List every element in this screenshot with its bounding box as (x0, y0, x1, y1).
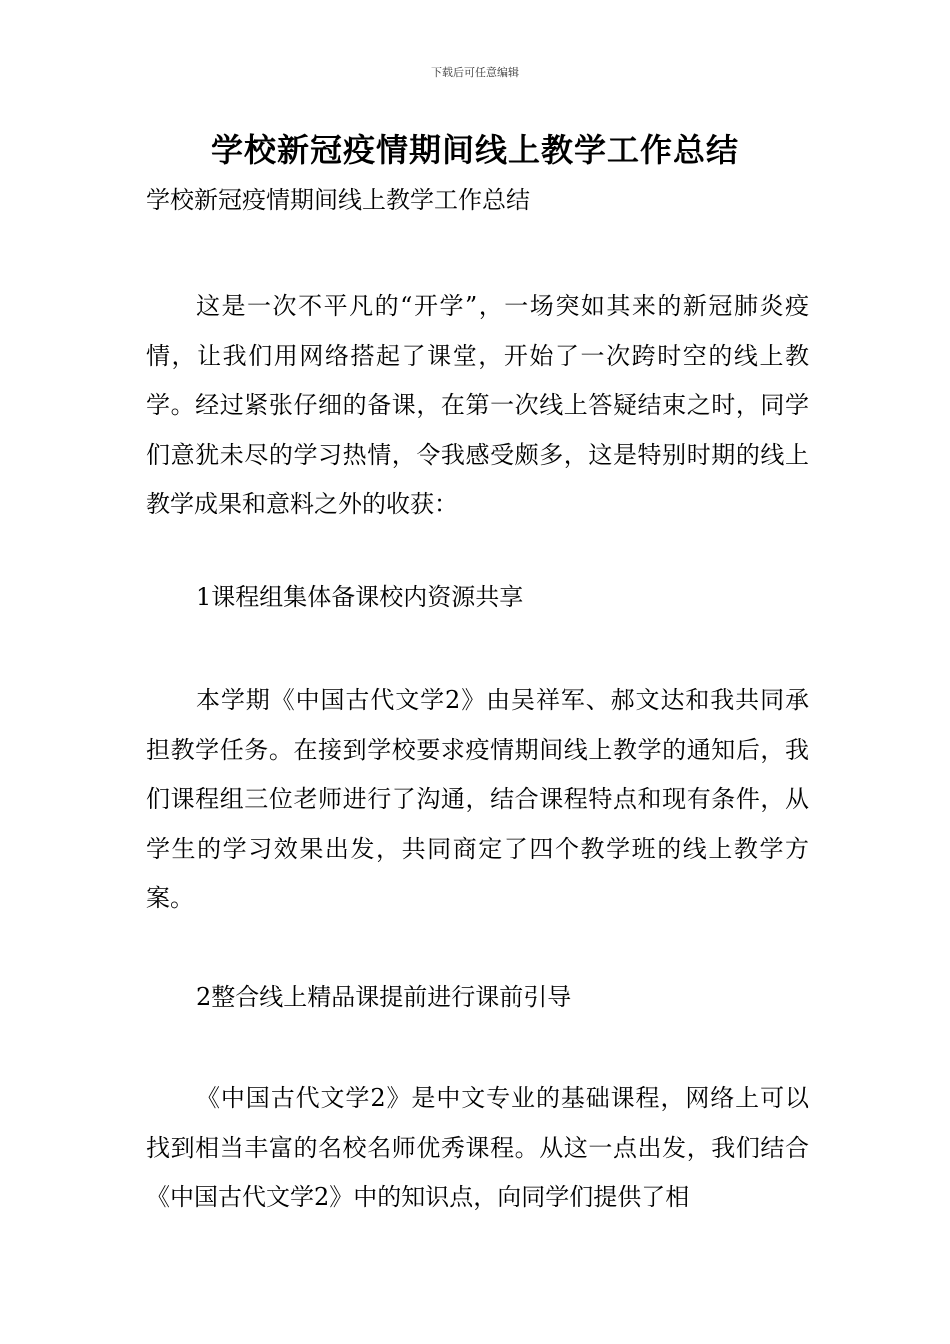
section-heading-1: 1课程组集体备课校内资源共享 (196, 583, 524, 611)
document-subtitle: 学校新冠疫情期间线上教学工作总结 (146, 186, 530, 214)
section-heading-2: 2整合线上精品课提前进行课前引导 (196, 983, 572, 1011)
document-title: 学校新冠疫情期间线上教学工作总结 (210, 131, 739, 169)
paragraph-intro: 这是一次不平凡的“开学”，一场突如其来的新冠肺炎疫情，让我们用网络搭起了课堂，开始了一次跨时空的线上教学。经过紧张仔细的备课，在第一次线上答疑结束之时，同学们意犹未尽的学习热情，令我感受颇多，这是特别时期的线上教学成果和意料之外的收获： (146, 292, 809, 518)
paragraph-section-2: 《中国古代文学2》是中文专业的基础课程，网络上可以找到相当丰富的名校名师优秀课程。从这一点出发，我们结合《中国古代文学2》中的知识点，向同学们提供了相 (146, 1084, 809, 1211)
header-note: 下载后可任意编辑 (431, 66, 519, 79)
paragraph-section-1: 本学期《中国古代文学2》由吴祥军、郝文达和我共同承担教学任务。在接到学校要求疫情期间线上教学的通知后，我们课程组三位老师进行了沟通，结合课程特点和现有条件，从学生的学习效果出发，共同商定了四个教学班的线上教学方案。 (146, 686, 809, 912)
